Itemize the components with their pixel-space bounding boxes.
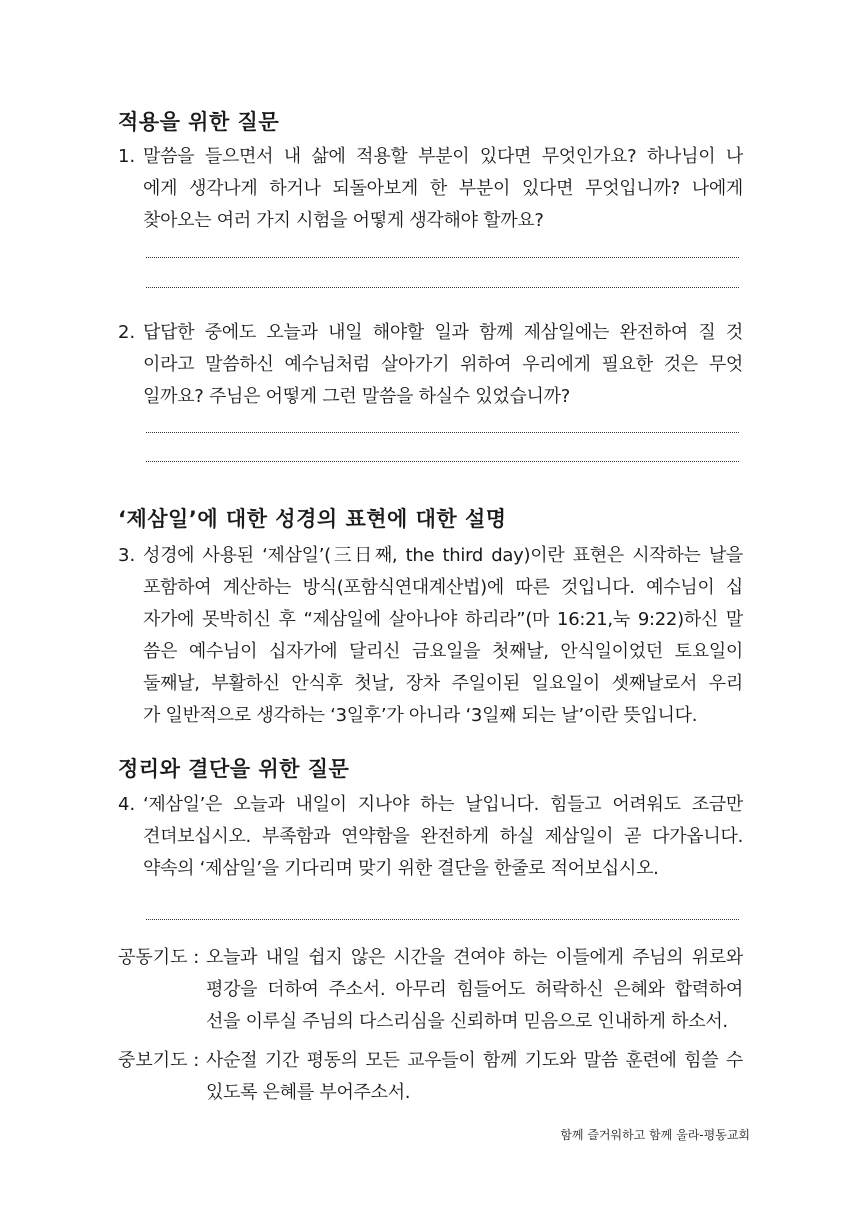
question-number: 4.	[118, 794, 136, 815]
common-prayer	[118, 942, 743, 1038]
question-text-line: 말씀을 들으면서 내 삶에 적용할 부분이 있다면 무엇인가요? 하나님이 나	[143, 146, 743, 167]
answer-line[interactable]	[146, 461, 739, 462]
page-footer: 함께 즐거워하고 함께 울라-평동교회	[560, 1128, 750, 1142]
section-title-decision: 정리와 결단을 위한 질문	[118, 757, 350, 781]
section-title-application: 적용을 위한 질문	[118, 110, 280, 134]
answer-line[interactable]	[146, 287, 739, 288]
intercessory-prayer	[118, 1045, 743, 1109]
explanation-text-line: 포함하여 계산하는 방식(포함식연대계산법)에 따른 것입니다. 예수님이 십	[143, 577, 743, 598]
answer-line[interactable]	[146, 257, 739, 258]
question-text-line: ‘제삼일’은 오늘과 내일이 지나야 하는 날입니다. 힘들고 어려워도 조금만	[143, 794, 743, 815]
question-text-line: 찾아오는 여러 가지 시험을 어떻게 생각해야 할까요?	[143, 210, 544, 231]
prayer-label: 공동기도 :	[118, 947, 200, 968]
question-text-line: 일까요? 주님은 어떻게 그런 말씀을 하실수 있었습니까?	[143, 386, 570, 407]
prayer-text-line: 사순절 기간 평동의 모든 교우들이 함께 기도와 말씀 훈련에 힘쓸 수	[206, 1050, 743, 1071]
question-text-line: 에게 생각나게 하거나 되돌아보게 한 부분이 있다면 무엇입니까? 나에게	[143, 178, 743, 199]
question-1	[118, 141, 743, 237]
explanation-text-line: 둘째날, 부활하신 안식후 첫날, 장차 주일이된 일요일이 셋째날로서 우리	[143, 673, 743, 694]
question-text-line: 약속의 ‘제삼일’을 기다리며 맞기 위한 결단을 한줄로 적어보십시오.	[143, 858, 659, 879]
explanation-text-line: 씀은 예수님이 십자가에 달리신 금요일을 첫째날, 안식일이었던 토요일이	[143, 641, 743, 662]
prayer-label: 중보기도 :	[118, 1050, 200, 1071]
question-number: 3.	[118, 545, 136, 566]
question-number: 1.	[118, 146, 136, 167]
prayer-text-line: 선을 이루실 주님의 다스리심을 신뢰하며 믿음으로 인내하게 하소서.	[206, 1011, 728, 1032]
question-2	[118, 317, 743, 413]
section-title-explanation: ‘제삼일’에 대한 성경의 표현에 대한 설명	[118, 507, 507, 531]
answer-line[interactable]	[146, 432, 739, 433]
question-number: 2.	[118, 322, 136, 343]
explanation-text-line: 자가에 못박히신 후 “제삼일에 살아나야 하리라”(마 16:21,눅 9:22)하신 말	[143, 609, 743, 630]
question-text-line: 견뎌보십시오. 부족함과 연약함을 완전하게 하실 제삼일이 곧 다가옵니다.	[143, 826, 743, 847]
prayer-text-line: 있도록 은혜를 부어주소서.	[206, 1082, 411, 1103]
explanation-text-line: 성경에 사용된 ‘제삼일’(三日째, the third day)이란 표현은 시작하는 날을	[143, 545, 743, 566]
question-text-line: 이라고 말씀하신 예수님처럼 살아가기 위하여 우리에게 필요한 것은 무엇	[143, 354, 743, 375]
question-4	[118, 789, 743, 885]
question-text-line: 답답한 중에도 오늘과 내일 해야할 일과 함께 제삼일에는 완전하여 질 것	[143, 322, 743, 343]
prayer-text-line: 평강을 더하여 주소서. 아무리 힘들어도 허락하신 은혜와 합력하여	[206, 979, 743, 1000]
answer-line[interactable]	[146, 919, 739, 920]
prayer-text-line: 오늘과 내일 쉽지 않은 시간을 견여야 하는 이들에게 주님의 위로와	[206, 947, 743, 968]
question-3	[118, 540, 743, 732]
explanation-text-line: 가 일반적으로 생각하는 ‘3일후’가 아니라 ‘3일째 되는 날’이란 뜻입니다.	[143, 705, 698, 726]
